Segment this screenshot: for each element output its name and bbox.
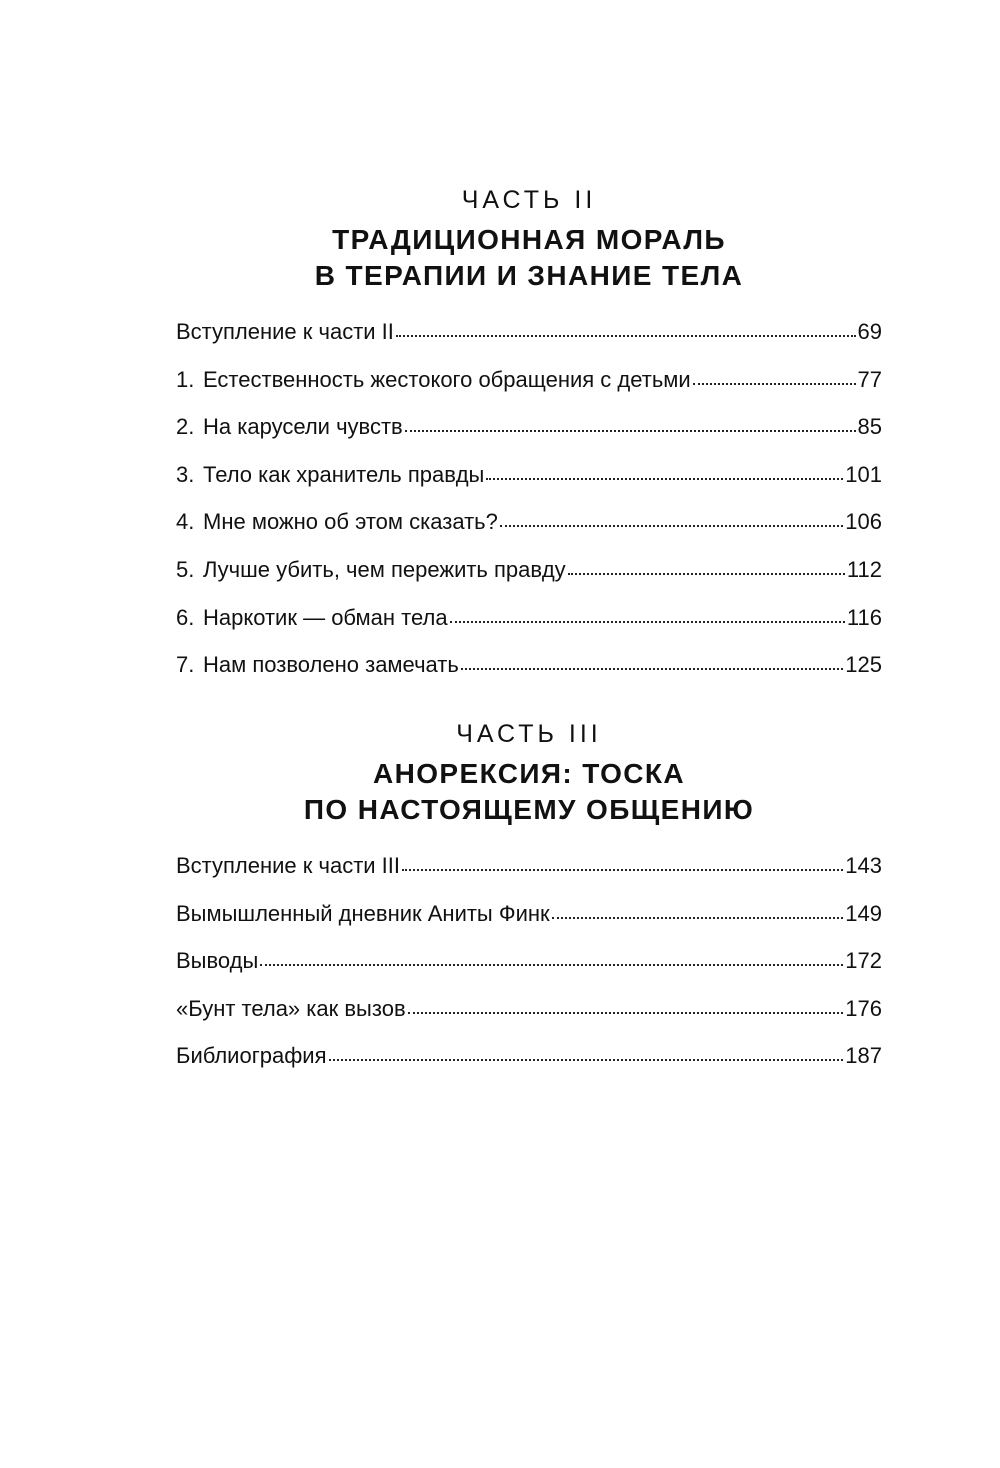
toc-leader-dots <box>500 507 843 529</box>
part-2-label: ЧАСТЬ II <box>461 186 597 214</box>
toc-leader-dots <box>461 650 843 672</box>
toc-entry-title-text: На карусели чувств <box>203 414 403 440</box>
toc-entry-page: 125 <box>845 652 882 678</box>
toc-leader-dots <box>486 460 843 482</box>
toc-entry-number: 4. <box>176 509 195 535</box>
toc-entry-number: 7. <box>176 652 195 678</box>
part-3-section <box>176 712 882 1080</box>
toc-leader-dots <box>693 365 856 387</box>
part-2-title-line-1: ТРАДИЦИОННАЯ МОРАЛЬ <box>332 224 726 255</box>
toc-entry-title <box>176 594 448 642</box>
toc-entry-page: 106 <box>845 509 882 535</box>
toc-entry-page: 85 <box>857 414 882 440</box>
toc-entry-title: Выводы <box>176 948 259 974</box>
toc-entry-page: 143 <box>845 853 882 878</box>
toc-leader-dots <box>552 899 844 921</box>
toc-entry-number: 5. <box>176 556 195 582</box>
toc-entry-title <box>176 403 403 451</box>
toc-entry-title: Вымышленный дневник Аниты Финк <box>176 900 550 926</box>
toc-entry[interactable] <box>176 641 882 689</box>
toc-entry-page: 176 <box>845 995 882 1021</box>
toc-entry-title-text: Мне можно об этом сказать? <box>203 509 498 535</box>
toc-entry-title: Вступление к части II <box>176 319 394 344</box>
toc-entry-number: 2. <box>176 414 195 440</box>
toc-entry[interactable] <box>176 1032 882 1080</box>
toc-entry[interactable] <box>176 890 882 938</box>
toc-entry-page: 187 <box>845 1043 882 1069</box>
toc-entry-number: 3. <box>176 461 195 487</box>
toc-entry-title <box>176 546 566 594</box>
toc-leader-dots <box>329 1041 844 1063</box>
toc-entry-page: 149 <box>845 900 882 926</box>
toc-entry-title-text: Нам позволено замечать <box>203 652 459 678</box>
toc-entry[interactable] <box>176 451 882 499</box>
part-3-toc <box>176 842 882 1080</box>
toc-leader-dots <box>450 603 845 625</box>
toc-entry-page: 172 <box>845 948 882 974</box>
toc-entry-title <box>176 451 484 499</box>
toc-entry-title: Вступление к части III <box>176 853 401 878</box>
toc-entry-page: 69 <box>857 319 882 344</box>
part-3-title <box>176 756 882 828</box>
toc-entry-number: 1. <box>176 366 195 392</box>
toc-entry[interactable] <box>176 594 882 642</box>
toc-entry[interactable] <box>176 308 882 356</box>
toc-entry[interactable] <box>176 842 882 890</box>
toc-entry[interactable] <box>176 403 882 451</box>
part-3-label: ЧАСТЬ III <box>456 720 602 748</box>
toc-entry-page: 77 <box>857 366 882 392</box>
toc-entry-page: 112 <box>846 556 882 582</box>
toc-leader-dots <box>568 555 845 577</box>
part-2-title <box>176 222 882 294</box>
toc-entry-page: 116 <box>846 604 882 630</box>
toc-entry-title <box>176 641 459 689</box>
toc-entry[interactable] <box>176 937 882 985</box>
part-3-title-line-1: АНОРЕКСИЯ: ТОСКА <box>373 758 685 789</box>
toc-entry-number: 6. <box>176 604 195 630</box>
part-2-toc <box>176 308 882 689</box>
toc-entry-page: 101 <box>845 461 882 487</box>
toc-entry[interactable] <box>176 985 882 1033</box>
toc-entry[interactable] <box>176 546 882 594</box>
toc-entry-title: Библиография <box>176 1043 327 1069</box>
toc-entry-title <box>176 356 691 404</box>
toc-leader-dots <box>408 994 844 1016</box>
part-3-title-line-2: ПО НАСТОЯЩЕМУ ОБЩЕНИЮ <box>303 794 755 825</box>
toc-entry-title-text: Наркотик — обман тела <box>203 604 448 630</box>
toc-entry[interactable] <box>176 498 882 546</box>
part-2-section <box>176 178 882 689</box>
toc-entry-title-text: Лучше убить, чем пережить правду <box>203 556 566 582</box>
toc-entry-title-text: Естественность жестокого обращения с детьми <box>203 366 691 392</box>
toc-leader-dots <box>402 851 843 873</box>
toc-entry-title-text: Тело как хранитель правды <box>203 461 485 487</box>
toc-entry-title <box>176 498 498 546</box>
toc-leader-dots <box>405 412 856 434</box>
toc-entry-title: «Бунт тела» как вызов <box>176 995 406 1021</box>
toc-leader-dots <box>260 946 843 968</box>
toc-leader-dots <box>396 317 856 339</box>
toc-entry[interactable] <box>176 356 882 404</box>
part-2-title-line-2: В ТЕРАПИИ И ЗНАНИЕ ТЕЛА <box>314 260 744 291</box>
